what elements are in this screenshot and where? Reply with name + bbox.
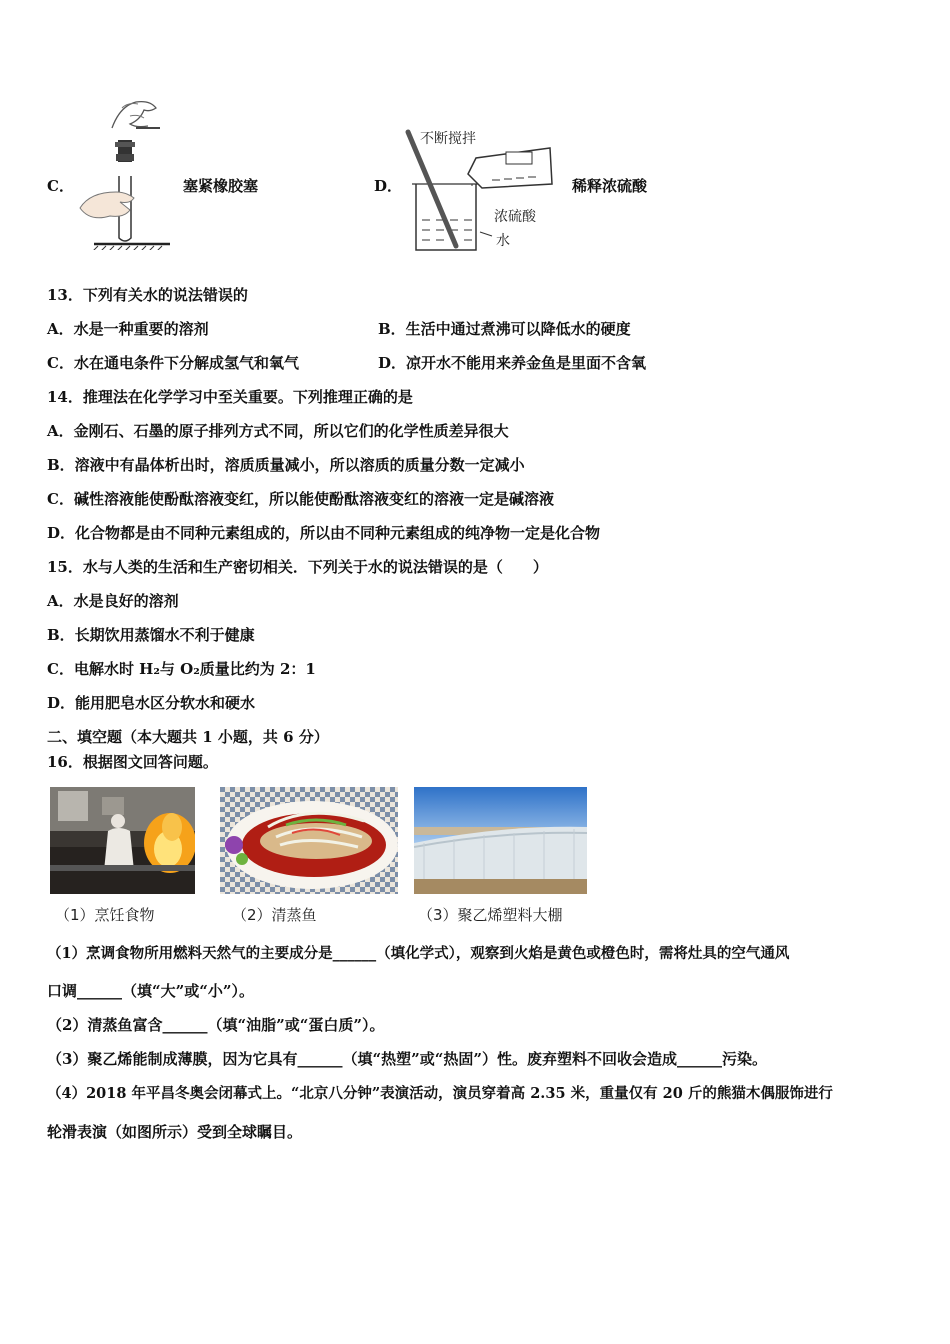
photo-cooking [50,787,195,894]
option-c-caption: 塞紧橡胶塞 [183,177,259,195]
q14-stem: 14．推理法在化学学习中至关重要。下列推理正确的是 [47,388,413,406]
q13-option-a: A．水是一种重要的溶剂 [47,320,209,338]
q15-option-c: C．电解水时 H₂与 O₂质量比约为 2：1 [47,660,316,678]
caption-greenhouse: （3）聚乙烯塑料大棚 [418,906,563,924]
photo-steamed-fish [220,787,398,894]
q15-option-a: A．水是良好的溶剂 [47,592,179,610]
q16-part1-line1: （1）烹调食物所用燃料天然气的主要成分是______（填化学式），观察到火焰是黄色或橙色时，需将灶具的空气通风 [47,945,790,962]
caption-steamed-fish: （2）清蒸鱼 [232,906,317,924]
section-heading: 二、填空题（本大题共 1 小题，共 6 分） [47,728,329,746]
q15-option-b: B．长期饮用蒸馏水不利于健康 [47,626,255,644]
q16-part1-line2: 口调______（填“大”或“小”）。 [47,982,255,1000]
label-water: 水 [496,233,510,249]
option-c-letter: C． [47,177,74,195]
q13-option-d: D．凉开水不能用来养金鱼是里面不含氧 [378,354,647,372]
q15-option-d: D．能用肥皂水区分软水和硬水 [47,694,256,712]
q14-option-b: B．溶液中有晶体析出时，溶质质量减小，所以溶质的质量分数一定减小 [47,456,525,474]
option-d-caption: 稀释浓硫酸 [572,177,648,195]
q16-part3: （3）聚乙烯能制成薄膜，因为它具有______（填“热塑”或“热固”）性。废弃塑料不回收会造成______污染。 [47,1050,767,1068]
q16-part4-line1: （4）2018 年平昌冬奥会闭幕式上。“北京八分钟”表演活动，演员穿着高 2.35 米，重量仅有 20 斤的熊猫木偶服饰进行 [47,1085,833,1102]
q14-option-d: D．化合物都是由不同种元素组成的，所以由不同种元素组成的纯净物一定是化合物 [47,524,601,542]
q16-stem: 16．根据图文回答问题。 [47,753,218,771]
q16-part4-line2: 轮滑表演（如图所示）受到全球瞩目。 [47,1123,303,1141]
stopper-test-tube-figure [72,98,182,250]
q15-stem: 15．水与人类的生活和生产密切相关．下列关于水的说法错误的是（ ） [47,558,548,576]
label-conc-acid: 浓硫酸 [494,209,536,225]
q13-option-c: C．水在通电条件下分解成氢气和氧气 [47,354,299,372]
caption-cooking: （1）烹饪食物 [55,906,155,924]
q14-option-a: A．金刚石、石墨的原子排列方式不同，所以它们的化学性质差异很大 [47,422,509,440]
option-d-letter: D． [374,177,403,195]
q16-part2: （2）清蒸鱼富含______（填“油脂”或“蛋白质”）。 [47,1016,385,1034]
q14-option-c: C．碱性溶液能使酚酞溶液变红，所以能使酚酞溶液变红的溶液一定是碱溶液 [47,490,554,508]
photo-greenhouse [414,787,587,894]
q13-option-b: B．生活中通过煮沸可以降低水的硬度 [378,320,631,338]
q13-stem: 13．下列有关水的说法错误的 [47,286,248,304]
label-stir: 不断搅拌 [420,131,476,147]
